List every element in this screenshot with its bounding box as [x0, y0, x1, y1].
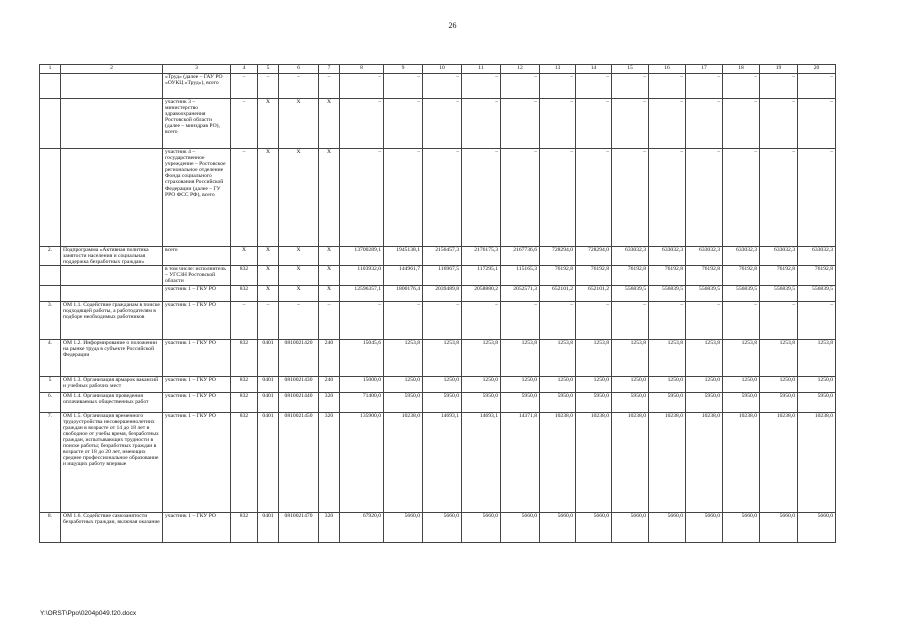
column-header: 7 [319, 65, 340, 74]
amount-cell: – [760, 99, 798, 149]
code-cell: – [319, 301, 340, 339]
amount-cell: – [686, 74, 723, 99]
amount-cell: – [649, 149, 686, 247]
amount-cell: 652101,2 [576, 285, 612, 301]
amount-cell: 5950,0 [798, 392, 836, 412]
code-cell: 0810021430 [279, 376, 319, 392]
amount-cell: – [576, 301, 612, 339]
code-cell: 0401 [258, 339, 279, 376]
code-cell: 832 [231, 376, 258, 392]
amount-cell: 1800176,4 [384, 285, 423, 301]
amount-cell: – [540, 99, 576, 149]
column-header: 15 [612, 65, 649, 74]
code-cell: 0810021440 [279, 392, 319, 412]
amount-cell: 10238,0 [798, 412, 836, 512]
code-cell: 320 [319, 512, 340, 542]
amount-cell: – [612, 99, 649, 149]
measure-name-cell: ОМ 1.2. Информирование о положении на рынке труда в субъекте Российской Федерации [61, 339, 163, 376]
amount-cell: 12596357,1 [340, 285, 384, 301]
code-cell: 240 [319, 376, 340, 392]
amount-cell: – [612, 301, 649, 339]
code-cell: – [279, 301, 319, 339]
executor-cell: «Труд» (далее – ГАУ РО «ОУКЦ «Труд»), всего [163, 74, 231, 99]
code-cell: Х [279, 99, 319, 149]
column-header: 20 [798, 65, 836, 74]
column-header: 2 [61, 65, 163, 74]
measure-name-cell [61, 99, 163, 149]
amount-cell: 5660,0 [649, 512, 686, 542]
table-row [40, 512, 836, 542]
amount-cell: 1250,0 [384, 376, 423, 392]
amount-cell: 1253,8 [612, 339, 649, 376]
amount-cell: 10238,0 [760, 412, 798, 512]
amount-cell: – [423, 149, 462, 247]
amount-cell: 1250,0 [501, 376, 540, 392]
table-row [40, 99, 836, 149]
code-cell: – [231, 301, 258, 339]
column-header: 17 [686, 65, 723, 74]
amount-cell: 1253,8 [501, 339, 540, 376]
row-number-cell: 6. [40, 392, 61, 412]
amount-cell: 5950,0 [760, 392, 798, 412]
code-cell: 0401 [258, 512, 279, 542]
amount-cell: 1253,8 [462, 339, 501, 376]
executor-cell: участник 1 – ГКУ РО [163, 339, 231, 376]
row-number-cell: 7. [40, 412, 61, 512]
amount-cell: – [384, 149, 423, 247]
code-cell: 0401 [258, 392, 279, 412]
amount-cell: 116967,5 [423, 266, 462, 285]
amount-cell: – [686, 99, 723, 149]
amount-cell: 71400,0 [340, 392, 384, 412]
amount-cell: – [384, 74, 423, 99]
code-cell: Х [319, 266, 340, 285]
amount-cell: 10238,0 [723, 412, 760, 512]
amount-cell: 2058880,2 [462, 285, 501, 301]
code-cell: 0810021450 [279, 412, 319, 512]
amount-cell: 76192,8 [760, 266, 798, 285]
amount-cell: 1253,8 [384, 339, 423, 376]
amount-cell: 10238,0 [686, 412, 723, 512]
amount-cell: 652101,2 [540, 285, 576, 301]
amount-cell: – [686, 149, 723, 247]
amount-cell: 1250,0 [540, 376, 576, 392]
measure-name-cell [61, 266, 163, 285]
amount-cell: – [723, 149, 760, 247]
row-number-cell [40, 99, 61, 149]
amount-cell: 1250,0 [686, 376, 723, 392]
row-number-cell [40, 74, 61, 99]
amount-cell: – [540, 301, 576, 339]
amount-cell: – [649, 301, 686, 339]
code-cell: 0401 [258, 412, 279, 512]
amount-cell: 556839,5 [686, 285, 723, 301]
code-cell: 320 [319, 392, 340, 412]
code-cell: 832 [231, 392, 258, 412]
code-cell: – [258, 74, 279, 99]
amount-cell: 67920,0 [340, 512, 384, 542]
executor-cell: участник 1 – ГКУ РО [163, 376, 231, 392]
code-cell: Х [319, 285, 340, 301]
table-row [40, 285, 836, 301]
amount-cell: 5660,0 [686, 512, 723, 542]
executor-cell: в том числе: исполнитель – УГСЗН Ростовской области [163, 266, 231, 285]
column-header: 8 [340, 65, 384, 74]
document-path: Y:\ORST\Ppo\0204p049.f20.docx [40, 610, 137, 617]
code-cell: 832 [231, 339, 258, 376]
amount-cell: 5660,0 [760, 512, 798, 542]
amount-cell: 5950,0 [384, 392, 423, 412]
amount-cell: – [340, 99, 384, 149]
amount-cell: – [462, 74, 501, 99]
code-cell: – [258, 301, 279, 339]
amount-cell: – [576, 99, 612, 149]
column-header: 1 [40, 65, 61, 74]
amount-cell: 13700289,1 [340, 247, 384, 266]
measure-name-cell: ОМ 1.3. Организация ярмарок вакансий и учебных рабочих мест [61, 376, 163, 392]
code-cell: – [231, 74, 258, 99]
amount-cell: 1250,0 [612, 376, 649, 392]
amount-cell: 14371,8 [501, 412, 540, 512]
table-row [40, 247, 836, 266]
executor-cell: участник 1 – ГКУ РО [163, 412, 231, 512]
amount-cell: 633032,3 [612, 247, 649, 266]
column-header: 10 [423, 65, 462, 74]
amount-cell: 556839,5 [649, 285, 686, 301]
amount-cell: 728294,0 [576, 247, 612, 266]
code-cell: Х [279, 285, 319, 301]
column-header: 4 [231, 65, 258, 74]
table-row [40, 74, 836, 99]
amount-cell: – [384, 99, 423, 149]
amount-cell: 2156457,3 [423, 247, 462, 266]
measure-name-cell: ОМ 1.4. Организация проведения оплачиваемых общественных работ [61, 392, 163, 412]
amount-cell: – [723, 99, 760, 149]
amount-cell: – [798, 301, 836, 339]
amount-cell: – [462, 301, 501, 339]
amount-cell: 10238,0 [384, 412, 423, 512]
code-cell: Х [319, 247, 340, 266]
code-cell: Х [258, 266, 279, 285]
code-cell: Х [258, 285, 279, 301]
amount-cell: – [576, 149, 612, 247]
measure-name-cell [61, 74, 163, 99]
amount-cell: 1253,8 [723, 339, 760, 376]
code-cell: – [279, 74, 319, 99]
amount-cell: 5660,0 [540, 512, 576, 542]
amount-cell: 1945138,1 [384, 247, 423, 266]
amount-cell: – [798, 74, 836, 99]
amount-cell: 76192,8 [686, 266, 723, 285]
amount-cell: 15000,0 [340, 376, 384, 392]
amount-cell: 1253,8 [760, 339, 798, 376]
column-header: 12 [501, 65, 540, 74]
amount-cell: 1253,8 [686, 339, 723, 376]
amount-cell: 1253,8 [798, 339, 836, 376]
amount-cell: – [612, 149, 649, 247]
code-cell: Х [319, 149, 340, 247]
amount-cell: – [540, 149, 576, 247]
amount-cell: 556839,5 [612, 285, 649, 301]
code-cell: 0810021470 [279, 512, 319, 542]
code-cell: Х [258, 247, 279, 266]
amount-cell: 14693,1 [462, 412, 501, 512]
amount-cell: 5950,0 [540, 392, 576, 412]
amount-cell: 5660,0 [462, 512, 501, 542]
amount-cell: 5660,0 [612, 512, 649, 542]
amount-cell: – [760, 74, 798, 99]
amount-cell: 1250,0 [423, 376, 462, 392]
amount-cell: – [501, 149, 540, 247]
amount-cell: 1250,0 [462, 376, 501, 392]
amount-cell: 1250,0 [760, 376, 798, 392]
measure-name-cell [61, 285, 163, 301]
column-header: 11 [462, 65, 501, 74]
amount-cell: 76192,8 [723, 266, 760, 285]
amount-cell: – [576, 74, 612, 99]
amount-cell: – [612, 74, 649, 99]
amount-cell: 5950,0 [501, 392, 540, 412]
amount-cell: – [340, 149, 384, 247]
amount-cell: 5950,0 [462, 392, 501, 412]
measure-name-cell: ОМ 1.6. Содействие самозанятости безработных граждан, включая оказание [61, 512, 163, 542]
executor-cell: всего [163, 247, 231, 266]
code-cell: Х [279, 149, 319, 247]
amount-cell: – [723, 74, 760, 99]
amount-cell: 1250,0 [723, 376, 760, 392]
executor-cell: участник 1 – ГКУ РО [163, 301, 231, 339]
amount-cell: 76192,8 [576, 266, 612, 285]
amount-cell: – [340, 301, 384, 339]
amount-cell: 1253,8 [576, 339, 612, 376]
header-row [40, 65, 836, 74]
amount-cell: 76192,8 [649, 266, 686, 285]
column-header: 16 [649, 65, 686, 74]
page-number: 26 [448, 21, 457, 30]
amount-cell: 633032,3 [723, 247, 760, 266]
amount-cell: 10238,0 [576, 412, 612, 512]
amount-cell: 1250,0 [576, 376, 612, 392]
column-header: 6 [279, 65, 319, 74]
amount-cell: 5660,0 [723, 512, 760, 542]
amount-cell: 14693,1 [423, 412, 462, 512]
code-cell: – [231, 99, 258, 149]
code-cell: – [231, 149, 258, 247]
amount-cell: – [649, 74, 686, 99]
budget-table [39, 64, 836, 543]
amount-cell: 1253,8 [649, 339, 686, 376]
amount-cell: 1103932,0 [340, 266, 384, 285]
measure-name-cell: Подпрограмма «Активная политика занятости населения и социальная поддержка безработных граждан» [61, 247, 163, 266]
column-header: 18 [723, 65, 760, 74]
amount-cell: – [540, 74, 576, 99]
table-row [40, 412, 836, 512]
table-row [40, 149, 836, 247]
row-number-cell: 8. [40, 512, 61, 542]
amount-cell: 2167736,6 [501, 247, 540, 266]
table-row [40, 266, 836, 285]
amount-cell: 2052571,3 [501, 285, 540, 301]
code-cell: Х [279, 266, 319, 285]
code-cell: 240 [319, 339, 340, 376]
amount-cell: 633032,3 [686, 247, 723, 266]
amount-cell: – [384, 301, 423, 339]
amount-cell: 5660,0 [423, 512, 462, 542]
code-cell: 0810021420 [279, 339, 319, 376]
amount-cell: – [798, 149, 836, 247]
column-header: 14 [576, 65, 612, 74]
column-header: 5 [258, 65, 279, 74]
table-row [40, 301, 836, 339]
amount-cell: 556839,5 [723, 285, 760, 301]
code-cell: Х [231, 247, 258, 266]
amount-cell: 5660,0 [798, 512, 836, 542]
measure-name-cell: ОМ 1.1. Содействие гражданам в поиске подходящей работы, а работодателям в подборе необходимых работников [61, 301, 163, 339]
code-cell: Х [279, 247, 319, 266]
amount-cell: 5660,0 [576, 512, 612, 542]
amount-cell: 115165,3 [501, 266, 540, 285]
amount-cell: 1250,0 [798, 376, 836, 392]
amount-cell: 5950,0 [423, 392, 462, 412]
amount-cell: 5950,0 [649, 392, 686, 412]
amount-cell: 10238,0 [649, 412, 686, 512]
amount-cell: – [462, 99, 501, 149]
executor-cell: участник 4 – государственное учреждение – Ростовское региональное отделение Фонда социального страхования Российской Федерации (далее – ГУ РРО ФСС РФ), всего [163, 149, 231, 247]
amount-cell: – [423, 301, 462, 339]
column-header: 19 [760, 65, 798, 74]
amount-cell: 76192,8 [612, 266, 649, 285]
amount-cell: – [340, 74, 384, 99]
amount-cell: – [686, 301, 723, 339]
amount-cell: 1250,0 [649, 376, 686, 392]
amount-cell: 76192,8 [540, 266, 576, 285]
amount-cell: – [423, 74, 462, 99]
column-header: 13 [540, 65, 576, 74]
row-number-cell: 2. [40, 247, 61, 266]
executor-cell: участник 1 – ГКУ РО [163, 392, 231, 412]
row-number-cell [40, 149, 61, 247]
code-cell: 832 [231, 412, 258, 512]
amount-cell: 633032,3 [649, 247, 686, 266]
amount-cell: 1253,8 [540, 339, 576, 376]
table-row [40, 392, 836, 412]
row-number-cell: 5 [40, 376, 61, 392]
code-cell: Х [319, 99, 340, 149]
table-row [40, 376, 836, 392]
amount-cell: 5660,0 [384, 512, 423, 542]
amount-cell: 2176175,3 [462, 247, 501, 266]
amount-cell: – [501, 74, 540, 99]
amount-cell: – [798, 99, 836, 149]
code-cell: – [319, 74, 340, 99]
amount-cell: 76192,8 [798, 266, 836, 285]
amount-cell: – [723, 301, 760, 339]
code-cell: 832 [231, 512, 258, 542]
code-cell: 0401 [258, 376, 279, 392]
row-number-cell: 3. [40, 301, 61, 339]
amount-cell: 5660,0 [501, 512, 540, 542]
row-number-cell [40, 266, 61, 285]
amount-cell: 556839,5 [760, 285, 798, 301]
amount-cell: – [501, 99, 540, 149]
amount-cell: 5950,0 [686, 392, 723, 412]
row-number-cell: 4. [40, 339, 61, 376]
amount-cell: 15045,6 [340, 339, 384, 376]
amount-cell: 10238,0 [612, 412, 649, 512]
code-cell: 832 [231, 285, 258, 301]
amount-cell: – [760, 149, 798, 247]
amount-cell: 2039489,8 [423, 285, 462, 301]
column-header: 3 [163, 65, 231, 74]
amount-cell: 10238,0 [540, 412, 576, 512]
amount-cell: – [649, 99, 686, 149]
measure-name-cell [61, 149, 163, 247]
executor-cell: участник 3 – министерство здравоохранения Ростовской области (далее – минздрав РО), всего [163, 99, 231, 149]
amount-cell: 144961,7 [384, 266, 423, 285]
executor-cell: участник 1 – ГКУ РО [163, 285, 231, 301]
amount-cell: 5950,0 [723, 392, 760, 412]
amount-cell: 5950,0 [576, 392, 612, 412]
amount-cell: 117295,1 [462, 266, 501, 285]
amount-cell: – [423, 99, 462, 149]
column-header: 9 [384, 65, 423, 74]
code-cell: 320 [319, 412, 340, 512]
code-cell: Х [258, 99, 279, 149]
amount-cell: 556839,5 [798, 285, 836, 301]
table-row [40, 339, 836, 376]
code-cell: 832 [231, 266, 258, 285]
amount-cell: – [760, 301, 798, 339]
executor-cell: участник 1 – ГКУ РО [163, 512, 231, 542]
amount-cell: 135900,0 [340, 412, 384, 512]
amount-cell: 728294,0 [540, 247, 576, 266]
amount-cell: – [462, 149, 501, 247]
amount-cell: 633032,3 [798, 247, 836, 266]
row-number-cell [40, 285, 61, 301]
measure-name-cell: ОМ 1.5. Организация временного трудоустройства несовершеннолетних граждан в возрасте от 14 до 18 лет в свободное от учебы время, безработных граждан, испытывающих трудности в поиске работы; безработных граждан в возрасте от 18 до 20 лет, имеющих среднее профессиональное образование и ищущих работу впервые [61, 412, 163, 512]
amount-cell: 5950,0 [612, 392, 649, 412]
amount-cell: – [501, 301, 540, 339]
amount-cell: 1253,8 [423, 339, 462, 376]
code-cell: Х [258, 149, 279, 247]
amount-cell: 633032,3 [760, 247, 798, 266]
